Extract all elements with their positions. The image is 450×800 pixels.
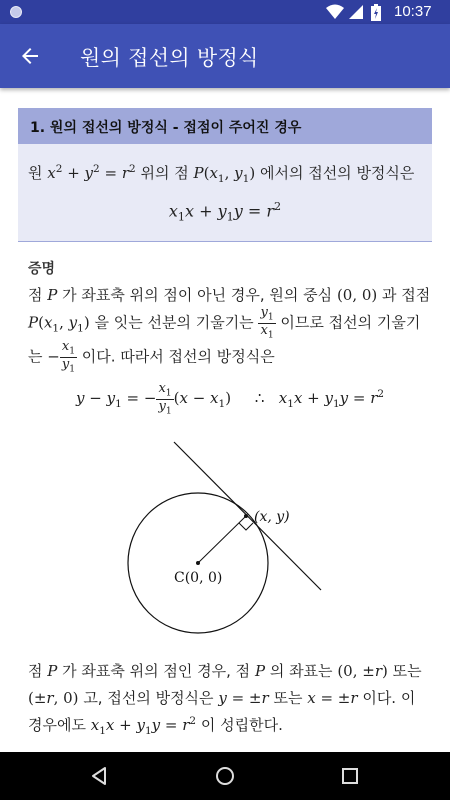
proof-label: 증명 (28, 261, 56, 277)
center-label: C(0, 0) (174, 570, 223, 586)
derivation-equation: $y - y_1$ = − $\frac{x_1}{y_1}$ $(x - x_1)$ ∴ $x_1x + y_1y = r^2$ (76, 381, 385, 417)
signal-icon (348, 4, 364, 20)
proof-line-3: 는 − $\frac{x_1}{y_1}$ 이다. 따라서 접선의 방정식은 (28, 339, 275, 375)
status-clock: 10:37 (394, 3, 432, 20)
circle-tangent-diagram (120, 440, 330, 640)
proof-line-4: 점 P 가 좌표축 위의 점인 경우, 점 P 의 좌표는 (0, ±r) 또는 (28, 662, 422, 680)
notification-icon (10, 6, 22, 18)
intro-prefix: 원 (28, 164, 43, 182)
proof-line-5: (±r, 0) 고, 접선의 방정식은 y = ±r 또는 x = ±r 이다. 이 (28, 689, 416, 707)
page-title: 원의 접선의 방정식 (80, 46, 259, 70)
right-angle-mark (239, 523, 253, 530)
tangent-point (244, 514, 248, 518)
section-header: 1. 원의 접선의 방정식 - 접점이 주어진 경우 (18, 108, 432, 144)
battery-icon (371, 4, 381, 21)
proof-line-1: 점 P 가 좌표축 위의 점이 아닌 경우, 원의 중심 (0, 0) 과 접점 (28, 286, 431, 304)
intro-suffix: 에서의 접선의 방정식은 (259, 164, 415, 182)
navigation-bar (0, 752, 450, 800)
tangent-slope-fraction: $\frac{x_1}{y_1}$ (61, 339, 76, 375)
section-intro: 원 $x^2 + y^2 = r^2$ 위의 점 $P(x_1$, $y_1$) 에서의 접선의 방정식은 (28, 163, 415, 185)
nav-recents-icon[interactable] (338, 764, 362, 788)
slope-fraction: $\frac{y_1}{x_1}$ (260, 305, 274, 341)
nav-back-icon[interactable] (88, 764, 112, 788)
nav-home-icon[interactable] (213, 764, 237, 788)
status-bar (0, 0, 450, 24)
radius-segment (198, 516, 246, 563)
center-point (196, 561, 200, 565)
section-body (18, 144, 432, 242)
proof-line-6: 경우에도 $x_1x + y_1y = r^2$ 이 성립한다. (28, 715, 283, 737)
intro-middle: 위의 점 (140, 164, 189, 182)
proof-line-2: $P(x_1$, $y_1$) 을 잇는 선분의 기울기는 $\frac{y_1}{x_1}$ 이므로 접선의 기울기 (28, 305, 421, 341)
app-bar (0, 24, 450, 88)
wifi-icon (326, 4, 344, 20)
tangent-formula: $x_1x + y_1y = r^2$ (168, 200, 282, 224)
tangent-point-label: (x, y) (254, 509, 290, 525)
back-arrow-icon[interactable] (18, 44, 42, 68)
